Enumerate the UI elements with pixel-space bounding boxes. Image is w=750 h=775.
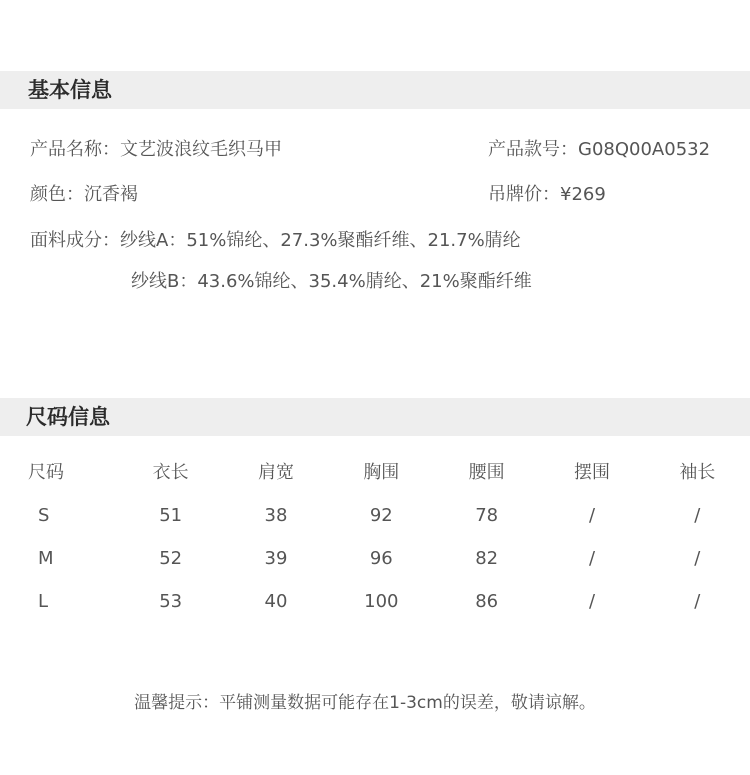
- cell-length: 53: [159, 591, 183, 612]
- product-code-label: 产品款号：: [488, 139, 578, 160]
- header-sleeve: 袖长: [679, 462, 716, 483]
- header-size: 尺码: [28, 462, 64, 483]
- fabric-line-a: 纱线A：51%锦纶、27.3%聚酯纤维、21.7%腈纶: [120, 230, 521, 251]
- fabric-label: 面料成分：: [30, 230, 120, 251]
- cell-shoulder: 39: [264, 548, 288, 569]
- cell-sleeve: /: [694, 548, 701, 569]
- cell-chest: 96: [369, 548, 393, 569]
- fabric-row-b: [131, 270, 532, 294]
- color-value: 沉香褐: [84, 184, 138, 205]
- cell-size: M: [38, 548, 54, 569]
- product-code-row: [488, 138, 710, 162]
- size-info-header: [0, 398, 750, 436]
- cell-waist: 86: [475, 591, 499, 612]
- color-row: [30, 183, 138, 207]
- cell-hem: /: [588, 591, 596, 612]
- cell-sleeve: /: [694, 505, 701, 526]
- measurement-footnote: 温馨提示：平铺测量数据可能存在1-3cm的误差，敬请谅解。: [134, 693, 596, 713]
- header-shoulder: 肩宽: [257, 462, 294, 483]
- color-label: 颜色：: [30, 184, 84, 205]
- table-row: [0, 494, 750, 537]
- header-waist: 腰围: [468, 462, 505, 483]
- cell-hem: /: [588, 505, 596, 526]
- product-name-value: 文艺波浪纹毛织马甲: [120, 139, 282, 160]
- cell-waist: 78: [475, 505, 499, 526]
- size-info-title: 尺码信息: [26, 405, 110, 429]
- cell-hem: /: [588, 548, 596, 569]
- cell-size: S: [38, 505, 50, 526]
- cell-length: 52: [159, 548, 183, 569]
- table-row: [0, 537, 750, 580]
- product-name-label: 产品名称：: [30, 139, 120, 160]
- cell-sleeve: /: [694, 591, 701, 612]
- tag-price-row: [488, 183, 606, 207]
- size-table: [0, 448, 750, 623]
- cell-length: 51: [159, 505, 183, 526]
- header-length: 衣长: [152, 462, 189, 483]
- fabric-row: [30, 229, 521, 253]
- tag-price-label: 吊牌价：: [488, 184, 560, 205]
- product-name-row: [30, 138, 282, 162]
- header-chest: 胸围: [363, 462, 400, 483]
- header-hem: 摆围: [573, 462, 610, 483]
- cell-chest: 92: [369, 505, 393, 526]
- basic-info-header: [0, 71, 750, 109]
- cell-chest: 100: [364, 591, 399, 612]
- cell-size: L: [38, 591, 49, 612]
- tag-price-value: ¥269: [560, 184, 606, 205]
- cell-waist: 82: [475, 548, 499, 569]
- table-row: [0, 580, 750, 623]
- basic-info-title: 基本信息: [28, 78, 112, 102]
- cell-shoulder: 40: [264, 591, 288, 612]
- product-code-value: G08Q00A0532: [578, 139, 711, 160]
- fabric-line-b: 纱线B：43.6%锦纶、35.4%腈纶、21%聚酯纤维: [131, 271, 532, 292]
- cell-shoulder: 38: [264, 505, 288, 526]
- size-table-header-row: [0, 448, 750, 494]
